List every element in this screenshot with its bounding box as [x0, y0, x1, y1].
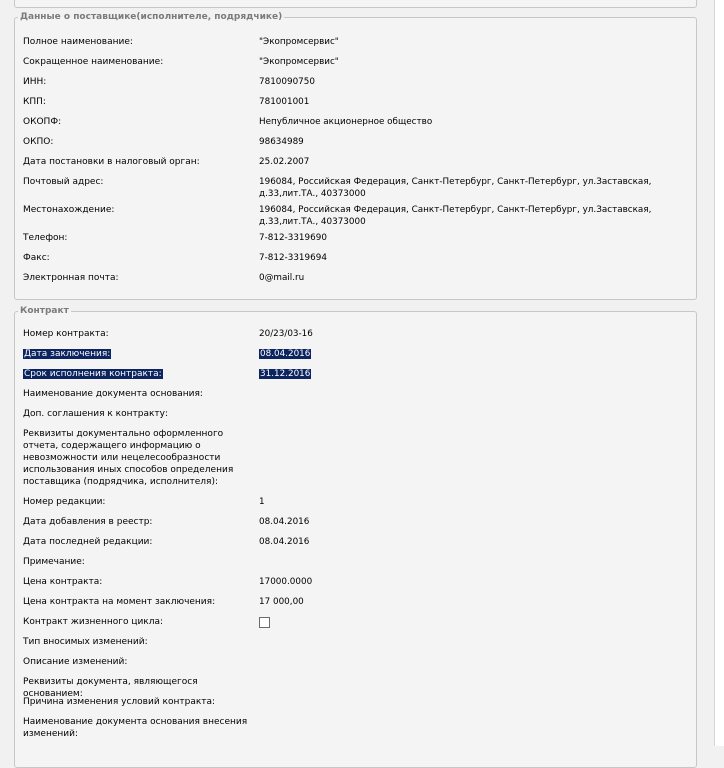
field-label-text: Сокращенное наименование: [23, 57, 164, 67]
field-value [257, 576, 696, 588]
field-label [15, 76, 257, 88]
contract-row [15, 636, 696, 656]
contract-row [15, 368, 696, 388]
field-value-text: 7-812-3319690 [259, 233, 327, 243]
field-value-text: 7810090750 [259, 77, 315, 87]
field-label [15, 596, 257, 608]
field-value [257, 328, 696, 340]
field-label [15, 408, 257, 420]
field-label [15, 716, 257, 740]
field-value [257, 156, 696, 168]
field-label [15, 116, 257, 128]
field-label-text: Местонахождение: [23, 205, 115, 215]
field-label-text: Почтовый адрес: [23, 177, 104, 187]
field-value-text: 17 000,00 [259, 597, 304, 607]
supplier-row [15, 204, 696, 232]
field-label [15, 388, 257, 400]
field-label-text: Описание изменений: [23, 657, 128, 667]
supplier-section [14, 12, 697, 300]
field-label [15, 136, 257, 148]
field-label [15, 36, 257, 48]
field-value-text: 1 [259, 497, 265, 507]
supplier-row [15, 76, 696, 96]
field-label-text: Примечание: [23, 557, 85, 567]
previous-section-box [14, 0, 697, 8]
field-label [15, 516, 257, 528]
field-label [15, 616, 257, 628]
field-label [15, 348, 257, 360]
field-value [257, 204, 696, 228]
field-value [257, 136, 696, 148]
contract-row [15, 388, 696, 408]
field-value [257, 252, 696, 264]
supplier-row [15, 252, 696, 272]
window-edge [714, 0, 724, 746]
contract-row [15, 616, 696, 636]
field-label [15, 96, 257, 108]
supplier-section-title: Данные о поставщике(исполнителе, подрядчике) [20, 12, 283, 22]
field-label-text: Дата постановки в налоговый орган: [23, 157, 200, 167]
contract-row [15, 596, 696, 616]
contract-row [15, 676, 696, 699]
field-label [15, 368, 257, 380]
contract-row [15, 348, 696, 368]
field-value [257, 616, 696, 632]
contract-row [15, 328, 696, 348]
field-label [15, 496, 257, 508]
field-value [257, 36, 696, 48]
field-value [257, 76, 696, 88]
field-label-text: Доп. соглашения к контракту: [23, 409, 169, 419]
field-label-text: Цена контракта: [23, 577, 103, 587]
field-value-text: Непубличное акционерное общество [259, 117, 433, 127]
field-value-text: 196084, Российская Федерация, Санкт-Петербург, Санкт-Петербург, ул.Заставская, д.33,лит.ТА., 40373000 [259, 177, 652, 199]
contract-section-title: Контракт [20, 306, 69, 316]
contract-row [15, 516, 696, 536]
field-label-text: Наименование документа основания внесения изменений: [23, 717, 248, 739]
field-value-text: 0@mail.ru [259, 273, 305, 283]
field-label-text: Тип вносимых изменений: [23, 637, 148, 647]
life-cycle-checkbox[interactable] [259, 617, 270, 628]
field-label-text: Цена контракта на момент заключения: [23, 597, 216, 607]
field-label-text: ОКПО: [23, 137, 54, 147]
field-label [15, 204, 257, 216]
field-value [257, 348, 696, 360]
field-label [15, 232, 257, 244]
contract-row [15, 556, 696, 576]
field-label [15, 156, 257, 168]
contract-row [15, 696, 696, 716]
field-value [257, 516, 696, 528]
field-label-text: Факс: [23, 253, 50, 263]
field-value-text: 781001001 [259, 97, 310, 107]
field-value-text: "Экопромсервис" [259, 37, 339, 47]
field-value-text: 31.12.2016 [260, 369, 311, 379]
field-value-text: 08.04.2016 [259, 517, 310, 527]
field-value [257, 56, 696, 68]
field-label-text: Дата заключения: [24, 349, 111, 359]
field-value [257, 96, 696, 108]
field-label [15, 696, 257, 708]
field-value-text: 08.04.2016 [260, 349, 311, 359]
field-label-text: ИНН: [23, 77, 47, 87]
field-label [15, 252, 257, 264]
field-label [15, 176, 257, 188]
field-value-text: 08.04.2016 [259, 537, 310, 547]
field-label [15, 328, 257, 340]
supplier-row [15, 232, 696, 252]
field-label-text: Контракт жизненного цикла: [23, 617, 164, 627]
contract-row [15, 496, 696, 516]
field-label-text: Реквизиты документально оформленного отчета, содержащего информацию о невозможности или нецелесообразности использования иных способов определения поставщика (подрядчика, исполнителя): [23, 429, 234, 487]
field-label-text: Номер контракта: [23, 329, 109, 339]
field-value [257, 176, 696, 200]
field-label-text: Дата добавления в реестр: [23, 517, 153, 527]
field-label-text: Срок исполнения контракта: [24, 369, 162, 379]
field-label-text: Электронная почта: [23, 273, 119, 283]
field-label [15, 272, 257, 284]
supplier-row [15, 272, 696, 292]
field-label-text: ОКОПФ: [23, 117, 62, 127]
supplier-row [15, 156, 696, 176]
field-value [257, 272, 696, 284]
field-value-text: 98634989 [259, 137, 304, 147]
supplier-rows [15, 22, 696, 292]
contract-row [15, 428, 696, 496]
field-value [257, 496, 696, 508]
field-label [15, 536, 257, 548]
field-label [15, 428, 257, 488]
field-value-text: 7-812-3319694 [259, 253, 327, 263]
contract-section [14, 306, 697, 768]
supplier-row [15, 116, 696, 136]
field-label-text: Телефон: [23, 233, 68, 243]
field-value [257, 596, 696, 608]
field-value-text: 20/23/03-16 [259, 329, 313, 339]
field-label-text: КПП: [23, 97, 46, 107]
field-label-text: Реквизиты документа, являющегося основанием: [23, 677, 198, 699]
field-value [257, 116, 696, 128]
supplier-row [15, 56, 696, 76]
field-label [15, 656, 257, 668]
field-value [257, 536, 696, 548]
field-label [15, 576, 257, 588]
contract-rows [15, 316, 696, 744]
field-value [257, 232, 696, 244]
field-value-text: 25.02.2007 [259, 157, 310, 167]
contract-row [15, 576, 696, 596]
field-value-text: 17000.0000 [259, 577, 313, 587]
supplier-row [15, 136, 696, 156]
contract-row [15, 408, 696, 428]
field-label-text: Полное наименование: [23, 37, 133, 47]
field-label [15, 56, 257, 68]
contract-row [15, 656, 696, 676]
supplier-row [15, 36, 696, 56]
field-label-text: Номер редакции: [23, 497, 106, 507]
supplier-row [15, 176, 696, 204]
contract-row [15, 716, 696, 744]
field-label-text: Наименование документа основания: [23, 389, 203, 399]
field-label-text: Причина изменения условий контракта: [23, 697, 216, 707]
field-value-text: 196084, Российская Федерация, Санкт-Петербург, Санкт-Петербург, ул.Заставская, д.33,лит.ТА., 40373000 [259, 205, 652, 227]
supplier-row [15, 96, 696, 116]
field-label [15, 636, 257, 648]
field-label [15, 556, 257, 568]
field-value [257, 368, 696, 380]
field-label-text: Дата последней редакции: [23, 537, 153, 547]
field-value-text: "Экопромсервис" [259, 57, 339, 67]
contract-row [15, 536, 696, 556]
